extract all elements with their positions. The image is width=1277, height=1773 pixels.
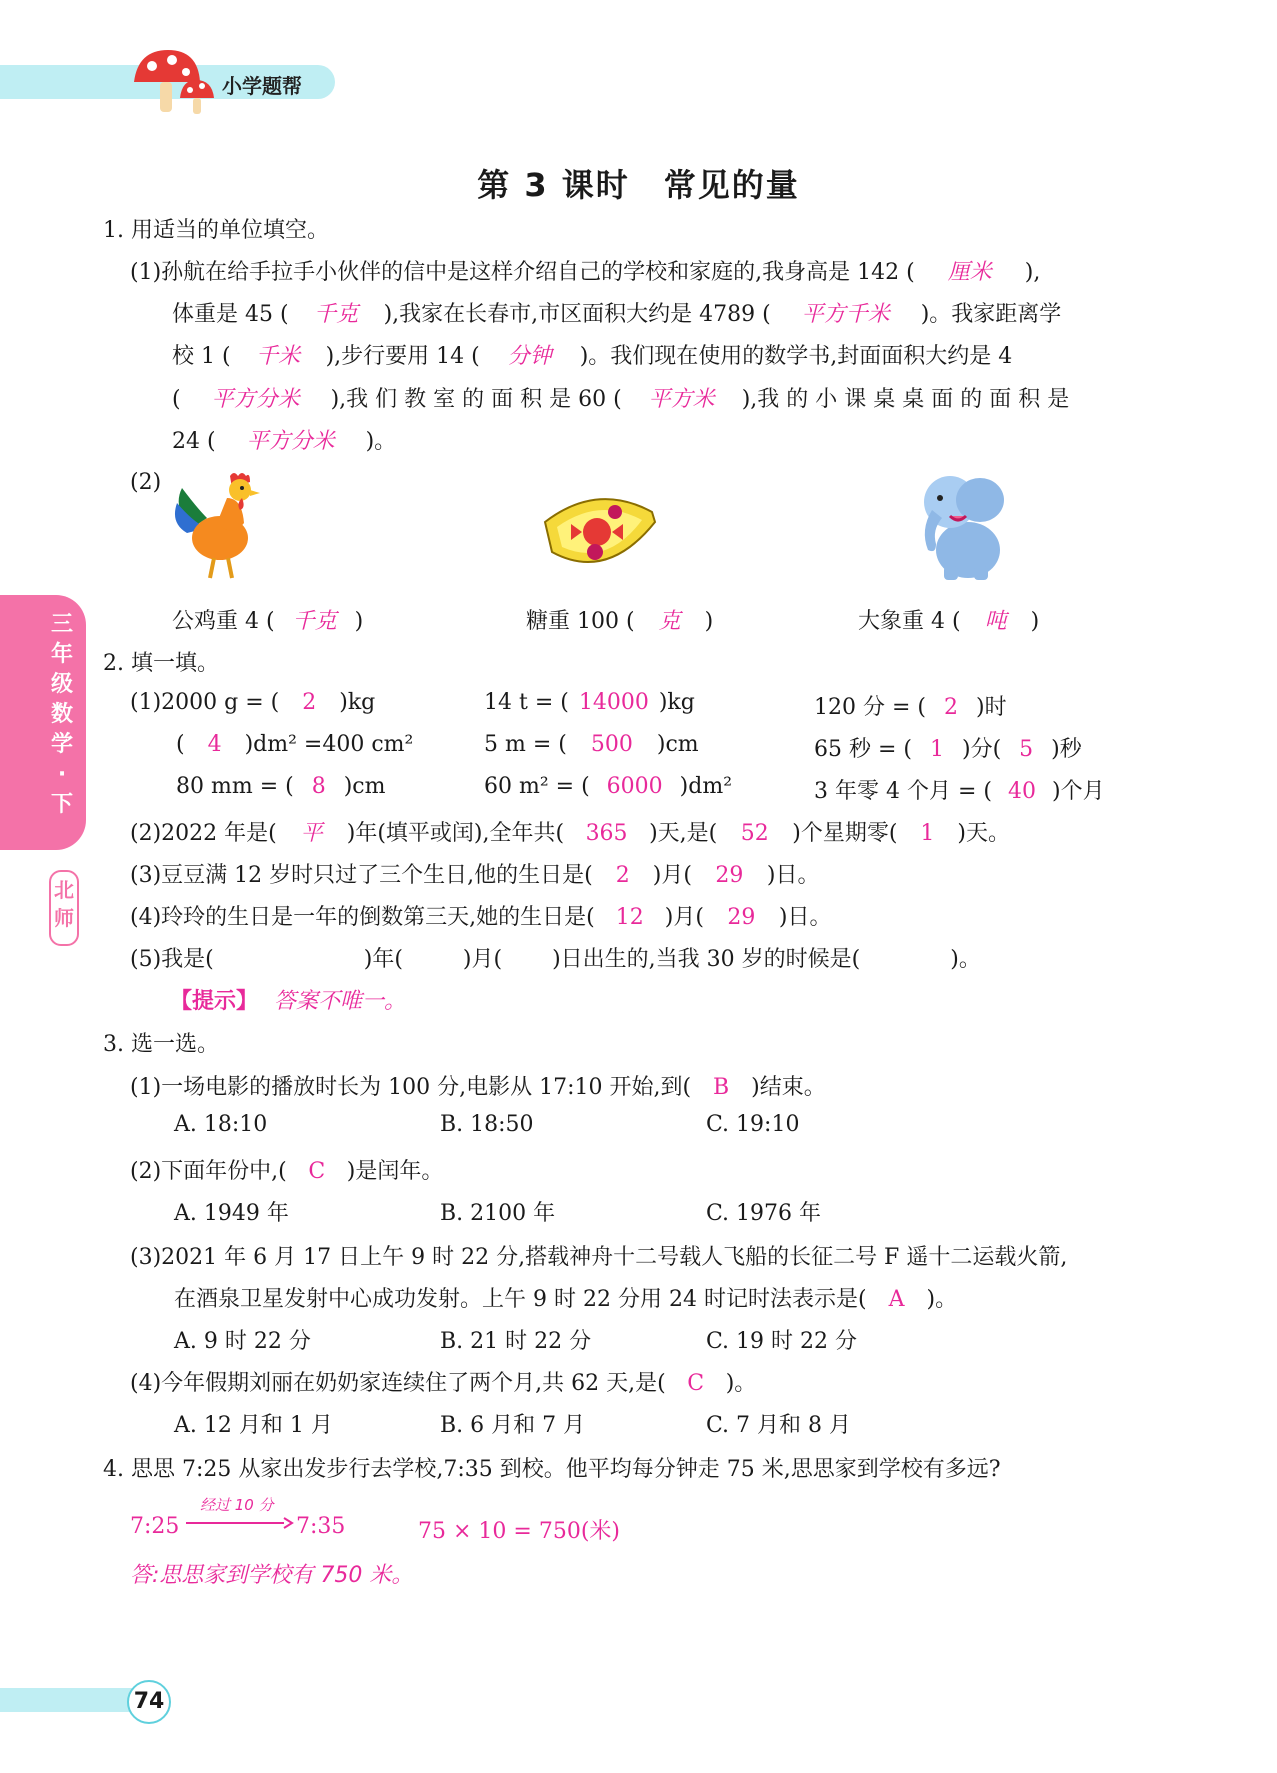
elephant-weight: 大象重 4 ( 吨 )	[858, 609, 1040, 634]
rooster-icon	[172, 468, 267, 583]
q3-2: (2)下面年份中,( C )是闰年。	[130, 1159, 444, 1184]
q2-r3-c1: 80 mm = ( 8 )cm	[176, 774, 386, 799]
mushroom-icon	[128, 44, 218, 116]
q3-4-option-b: B. 6 月和 7 月	[440, 1413, 586, 1438]
q2-r2-c1: ( 4 )dm² =400 cm²	[176, 732, 414, 757]
candy-weight: 糖重 100 ( 克 )	[526, 609, 714, 634]
q3-1-option-b: B. 18:50	[440, 1112, 534, 1137]
q2-2: (2)2022 年是( 平 )年(填平或闰),全年共( 365 )天,是( 52 )个星期零( 1 )天。	[130, 821, 1010, 846]
q2-4: (4)玲玲的生日是一年的倒数第三天,她的生日是( 12 )月( 29 )日。	[130, 905, 832, 930]
q3-4-option-c: C. 7 月和 8 月	[706, 1413, 852, 1438]
q1-1-line2: 体重是 45 ( 千克 ),我家在长春市,市区面积大约是 4789 ( 平方千米 )。我家距离学	[172, 302, 1062, 327]
footer-band	[0, 1688, 140, 1712]
q2-hint	[170, 984, 406, 1015]
hint-text: 答案不唯一。	[274, 989, 407, 1014]
q4-end-time: 7:35	[296, 1514, 346, 1539]
q3-2-option-b: B. 2100 年	[440, 1201, 556, 1226]
q4-calculation: 75 × 10 = 750(米)	[418, 1519, 620, 1544]
q3-3-option-a: A. 9 时 22 分	[174, 1329, 311, 1354]
candy-bag-icon	[537, 482, 662, 582]
q2-r1-c2: 14 t = ( 14000 )kg	[484, 690, 695, 715]
page-number: 74	[127, 1680, 171, 1724]
q4-answer: 答:思思家到学校有 750 米。	[130, 1563, 414, 1588]
q3-3-option-b: B. 21 时 22 分	[440, 1329, 592, 1354]
q2-r3-c3: 3 年零 4 个月 = ( 40 )个月	[814, 779, 1105, 804]
page-title: 第 3 课时 常见的量	[477, 166, 800, 204]
q1-1-line1: (1)孙航在给手拉手小伙伴的信中是这样介绍自己的学校和家庭的,我身高是 142 ( 厘米 ),	[130, 260, 1041, 285]
brand-label: 小学题帮	[222, 74, 302, 98]
q3-1-option-c: C. 19:10	[706, 1112, 800, 1137]
right-arrow-icon	[184, 1516, 294, 1530]
q2-r2-c2: 5 m = ( 500 )cm	[484, 732, 699, 757]
q1-heading: 1. 用适当的单位填空。	[103, 218, 329, 243]
q2-r1-c1: (1)2000 g = ( 2 )kg	[130, 690, 376, 715]
q2-3: (3)豆豆满 12 岁时只过了三个生日,他的生日是( 2 )月( 29 )日。	[130, 863, 820, 888]
q3-4-option-a: A. 12 月和 1 月	[174, 1413, 333, 1438]
q4-heading: 4. 思思 7:25 从家出发步行去学校,7:35 到校。他平均每分钟走 75 米,思思家到学校有多远?	[103, 1457, 1001, 1482]
q3-1: (1)一场电影的播放时长为 100 分,电影从 17:10 开始,到( B )结束。	[130, 1075, 826, 1100]
q3-1-option-a: A. 18:10	[174, 1112, 268, 1137]
q2-r3-c2: 60 m² = ( 6000 )dm²	[484, 774, 733, 799]
q1-2-label: (2)	[130, 470, 162, 495]
q4-start-time: 7:25	[130, 1514, 180, 1539]
hint-label: 【提示】	[170, 989, 259, 1014]
q3-2-option-a: A. 1949 年	[174, 1201, 289, 1226]
q3-3-line2: 在酒泉卫星发射中心成功发射。上午 9 时 22 分用 24 时记时法表示是( A )。	[174, 1287, 958, 1312]
q1-1-line4: ( 平方分米 ),我 们 教 室 的 面 积 是 60 ( 平方米 ),我 的 小 课 桌 桌 面 的 面 积 是	[172, 387, 1070, 412]
q3-3-line1: (3)2021 年 6 月 17 日上午 9 时 22 分,搭载神舟十二号载人飞船的长征二号 F 遥十二运载火箭,	[130, 1245, 1068, 1270]
q3-3-option-c: C. 19 时 22 分	[706, 1329, 858, 1354]
side-edition-label: 北师	[49, 870, 79, 946]
q2-heading: 2. 填一填。	[103, 651, 219, 676]
side-grade-label: 三年级数学·下	[50, 612, 73, 817]
q2-5: (5)我是( )年( )月( )日出生的,当我 30 岁的时候是( )。	[130, 947, 981, 972]
q1-1-line3: 校 1 ( 千米 ),步行要用 14 ( 分钟 )。我们现在使用的数学书,封面面积大约是 4	[172, 344, 1013, 369]
q2-r2-c3: 65 秒 = ( 1 )分( 5 )秒	[814, 737, 1082, 762]
q3-heading: 3. 选一选。	[103, 1032, 219, 1057]
q3-2-option-c: C. 1976 年	[706, 1201, 822, 1226]
q3-4: (4)今年假期刘丽在奶奶家连续住了两个月,共 62 天,是( C )。	[130, 1371, 757, 1396]
elephant-icon	[910, 470, 1020, 585]
q4-arrow-label: 经过 10 分	[200, 1496, 274, 1514]
q2-r1-c3: 120 分 = ( 2 )时	[814, 695, 1007, 720]
rooster-weight: 公鸡重 4 ( 千克 )	[172, 609, 364, 634]
q1-1-line5: 24 ( 平方分米 )。	[172, 429, 397, 454]
